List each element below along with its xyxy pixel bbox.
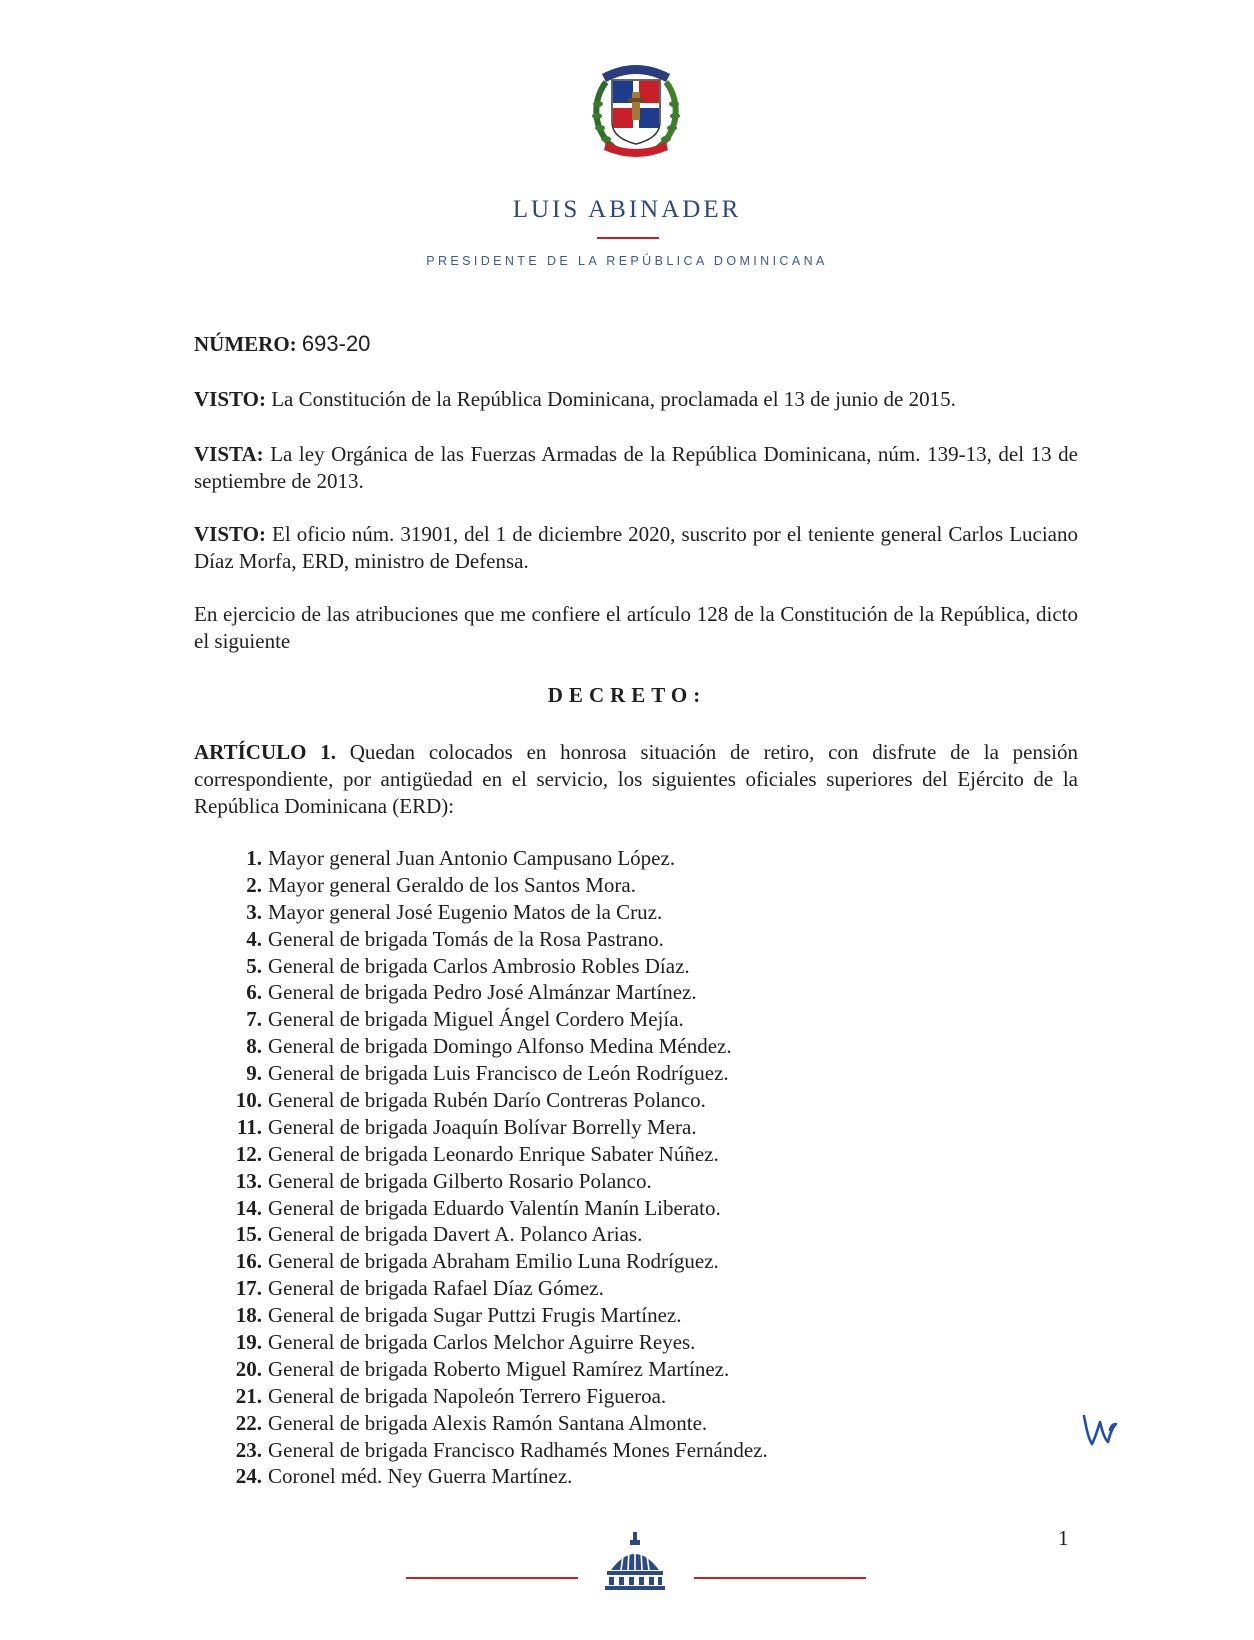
page-number: 1 [1058, 1526, 1069, 1550]
item-number: 19. [235, 1330, 262, 1355]
vista-paragraph [194, 441, 1078, 495]
item-number: 1. [246, 846, 262, 870]
item-number: 11. [236, 1114, 262, 1139]
item-number: 23. [235, 1437, 262, 1462]
officer-name: General de brigada Domingo Alfonso Medina Méndez. [268, 1034, 732, 1059]
item-number: 15. [235, 1222, 262, 1247]
palace-dome-icon [603, 1530, 667, 1592]
officer-name: General de brigada Gilberto Rosario Polanco. [268, 1168, 652, 1193]
item-number: 14. [235, 1195, 262, 1220]
item-number: 10. [235, 1088, 262, 1113]
list-item [222, 899, 768, 926]
officer-name: General de brigada Alexis Ramón Santana Almonte. [268, 1410, 708, 1435]
officer-name: Mayor general Juan Antonio Campusano López. [268, 846, 676, 870]
list-item [222, 1329, 768, 1356]
visto-paragraph-2 [194, 521, 1078, 575]
list-item [222, 845, 768, 872]
officer-name: Mayor general José Eugenio Matos de la Cruz. [268, 899, 663, 924]
president-name: LUIS ABINADER [512, 196, 742, 223]
visto-label: VISTO: [194, 387, 266, 411]
item-number: 8. [246, 1034, 262, 1059]
list-item [222, 1060, 768, 1087]
item-number: 9. [246, 1061, 262, 1086]
list-item [222, 1168, 768, 1195]
visto-paragraph-1 [194, 386, 1078, 413]
list-item [222, 1033, 768, 1060]
item-number: 21. [235, 1383, 262, 1408]
officer-name: General de brigada Eduardo Valentín Manín Liberato. [268, 1195, 721, 1220]
decree-heading: DECRETO: [547, 683, 707, 707]
list-item [222, 1275, 768, 1302]
list-item [222, 872, 768, 899]
list-item [222, 1356, 768, 1383]
footer-divider-left [406, 1577, 578, 1579]
list-item [222, 926, 768, 953]
item-number: 4. [246, 926, 262, 951]
item-number: 22. [235, 1410, 262, 1435]
item-number: 20. [235, 1356, 262, 1381]
footer-divider-right [694, 1577, 866, 1579]
officer-name: General de brigada Pedro José Almánzar Martínez. [268, 980, 697, 1005]
list-item [222, 953, 768, 980]
officer-name: General de brigada Davert A. Polanco Arias. [268, 1222, 643, 1247]
list-item [222, 1195, 768, 1222]
list-item [222, 1087, 768, 1114]
item-number: 13. [235, 1168, 262, 1193]
officer-name: Mayor general Geraldo de los Santos Mora. [268, 872, 636, 897]
item-number: 6. [246, 980, 262, 1005]
article-1 [194, 739, 1078, 820]
item-number: 5. [246, 953, 262, 978]
handwritten-initials [1080, 1412, 1120, 1448]
item-number: 17. [235, 1276, 262, 1301]
list-item [222, 1437, 768, 1464]
vista-label: VISTA: [194, 442, 264, 466]
officer-name: General de brigada Napoleón Terrero Figueroa. [268, 1383, 667, 1408]
article-text: Quedan colocados en honrosa situación de retiro, con disfrute de la pensión correspondiente, por antigüedad en el servicio, los siguientes oficiales superiores del Ejército de la República Dominicana (ERD): [194, 740, 1078, 818]
officer-name: General de brigada Carlos Melchor Aguirre Reyes. [268, 1330, 696, 1355]
list-item [222, 1221, 768, 1248]
officer-name: General de brigada Roberto Miguel Ramírez Martínez. [268, 1356, 730, 1381]
officer-name: General de brigada Sugar Puttzi Frugis Martínez. [268, 1303, 682, 1328]
visto-text: El oficio núm. 31901, del 1 de diciembre 2020, suscrito por el teniente general Carlos Luciano Díaz Morfa, ERD, ministro de Defensa. [194, 522, 1078, 573]
item-number: 18. [235, 1303, 262, 1328]
officer-name: General de brigada Rubén Darío Contreras Polanco. [268, 1088, 706, 1113]
article-label: ARTÍCULO 1. [194, 740, 336, 764]
list-item [222, 1006, 768, 1033]
officer-name: General de brigada Leonardo Enrique Sabater Núñez. [268, 1141, 719, 1166]
header-divider [597, 237, 659, 239]
officer-name: General de brigada Carlos Ambrosio Robles Díaz. [268, 953, 690, 978]
visto-text: La Constitución de la República Dominicana, proclamada el 13 de junio de 2015. [271, 387, 956, 411]
list-item [222, 1141, 768, 1168]
list-item [222, 1302, 768, 1329]
officer-name: General de brigada Joaquín Bolívar Borrelly Mera. [268, 1114, 697, 1139]
item-number: 7. [246, 1007, 262, 1032]
list-item [222, 979, 768, 1006]
list-item [222, 1463, 768, 1490]
visto-label: VISTO: [194, 522, 266, 546]
preamble-paragraph: En ejercicio de las atribuciones que me confiere el artículo 128 de la Constitución de la República, dicto el siguiente [194, 602, 1078, 653]
officer-name: Coronel méd. Ney Guerra Martínez. [268, 1464, 573, 1489]
list-item [222, 1383, 768, 1410]
decree-number [194, 330, 1078, 358]
president-title: PRESIDENTE DE LA REPÚBLICA DOMINICANA [426, 254, 828, 268]
officer-name: General de brigada Francisco Radhamés Mones Fernández. [268, 1437, 768, 1462]
coat-of-arms-icon [584, 52, 688, 160]
item-number: 16. [235, 1249, 262, 1274]
officer-name: General de brigada Abraham Emilio Luna Rodríguez. [268, 1249, 719, 1274]
list-item [222, 1114, 768, 1141]
officer-name: General de brigada Tomás de la Rosa Pastrano. [268, 926, 664, 951]
list-item [222, 1410, 768, 1437]
item-number: 3. [246, 899, 262, 924]
item-number: 2. [246, 872, 262, 897]
numero-value: 693-20 [301, 331, 371, 356]
item-number: 12. [235, 1141, 262, 1166]
list-item [222, 1248, 768, 1275]
officer-name: General de brigada Luis Francisco de León Rodríguez. [268, 1061, 729, 1086]
officer-list [222, 845, 768, 1490]
vista-text: La ley Orgánica de las Fuerzas Armadas de la República Dominicana, núm. 139-13, del 13 de septiembre de 2013. [194, 442, 1078, 493]
officer-name: General de brigada Rafael Díaz Gómez. [268, 1276, 604, 1301]
officer-name: General de brigada Miguel Ángel Cordero Mejía. [268, 1007, 684, 1032]
numero-label: NÚMERO: [194, 332, 297, 356]
item-number: 24. [235, 1464, 262, 1489]
